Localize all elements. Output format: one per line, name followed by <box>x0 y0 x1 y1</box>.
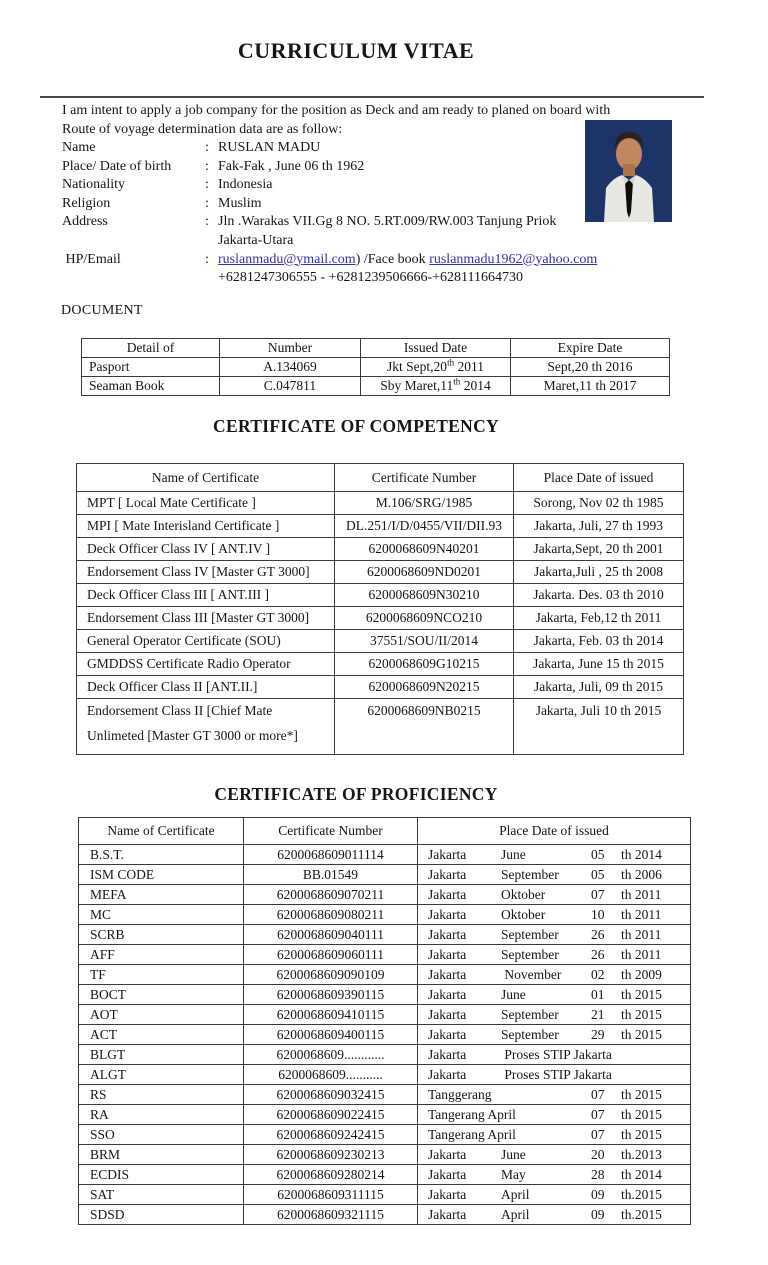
cert-place-cell: Jakarta, Feb,12 th 2011 <box>514 607 684 630</box>
cert-place-cell: Jakarta, Juli 10 th 2015 <box>514 699 684 755</box>
cert-place-cell: Jakarta Oktober 10 th 2011 <box>418 905 691 925</box>
document-issued-cell: Sby Maret,11th 2014 <box>361 377 511 396</box>
proficiency-section-heading: CERTIFICATE OF PROFICIENCY <box>214 784 498 804</box>
document-detail-cell: Pasport <box>82 358 220 377</box>
field-value: Fak-Fak , June 06 th 1962 <box>218 158 365 174</box>
proficiency-table-row <box>79 925 691 945</box>
document-table-row <box>82 377 670 396</box>
competency-table-row <box>77 699 684 755</box>
proficiency-table <box>78 817 691 1225</box>
field-value: Jln .Warakas VII.Gg 8 NO. 5.RT.009/RW.003 Tanjung Priok <box>218 214 557 230</box>
cert-place-cell: Jakarta, Feb. 03 th 2014 <box>514 630 684 653</box>
cert-number-cell: 6200068609080211 <box>244 905 418 925</box>
field-colon: : <box>205 195 209 211</box>
proficiency-table-header-row <box>79 818 691 845</box>
cert-name-cell: SSO <box>79 1125 244 1145</box>
document-section-heading: DOCUMENT <box>61 303 143 318</box>
cert-name-cell: MC <box>79 905 244 925</box>
cert-name-cell: Deck Officer Class IV [ ANT.IV ] <box>77 538 335 561</box>
cert-place-cell: Jakarta June 05 th 2014 <box>418 845 691 865</box>
cert-place-cell: Jakarta May 28 th 2014 <box>418 1165 691 1185</box>
field-label: Nationality <box>62 177 125 193</box>
document-detail-cell: Seaman Book <box>82 377 220 396</box>
cert-number-cell: BB.01549 <box>244 865 418 885</box>
cert-place-cell: Jakarta April 09 th.2015 <box>418 1185 691 1205</box>
cert-number-cell: 6200068609280214 <box>244 1165 418 1185</box>
document-table <box>81 338 670 396</box>
contact-value <box>218 252 597 267</box>
proficiency-table-row <box>79 1205 691 1225</box>
column-header: Expire Date <box>511 339 670 358</box>
cert-name-cell: ALGT <box>79 1065 244 1085</box>
cert-number-cell: 6200068609060111 <box>244 945 418 965</box>
cert-number-cell: 6200068609032415 <box>244 1085 418 1105</box>
cert-name-cell: Endorsement Class II [Chief Mate Unlimeted [Master GT 3000 or more*] <box>77 699 335 755</box>
proficiency-table-row <box>79 1025 691 1045</box>
cert-number-cell: 6200068609G10215 <box>335 653 514 676</box>
cert-number-cell: 6200068609ND0201 <box>335 561 514 584</box>
cert-number-cell: 6200068609090109 <box>244 965 418 985</box>
cert-name-cell: Endorsement Class III [Master GT 3000] <box>77 607 335 630</box>
cert-number-cell: 6200068609011114 <box>244 845 418 865</box>
document-issued-cell: Jkt Sept,20th 2011 <box>361 358 511 377</box>
field-colon: : <box>205 251 209 267</box>
document-number-cell: C.047811 <box>220 377 361 396</box>
document-expire-cell: Maret,11 th 2017 <box>511 377 670 396</box>
proficiency-table-row <box>79 1165 691 1185</box>
cert-name-cell: MPT [ Local Mate Certificate ] <box>77 492 335 515</box>
document-table-header-row <box>82 339 670 358</box>
column-header: Issued Date <box>361 339 511 358</box>
contact-row <box>62 251 710 270</box>
competency-table-row <box>77 607 684 630</box>
proficiency-table-row <box>79 965 691 985</box>
cert-name-cell: BOCT <box>79 985 244 1005</box>
contact-separator-text: ) /Face book <box>355 251 430 267</box>
cert-number-cell: M.106/SRG/1985 <box>335 492 514 515</box>
cert-place-cell: Jakarta, Juli, 09 th 2015 <box>514 676 684 699</box>
cert-place-cell: Jakarta,Sept, 20 th 2001 <box>514 538 684 561</box>
intro-line-1: I am intent to apply a job company for the position as Deck and am ready to planed on board with <box>62 103 611 118</box>
proficiency-table-row <box>79 1045 691 1065</box>
proficiency-table-row <box>79 885 691 905</box>
proficiency-table-row <box>79 985 691 1005</box>
field-label: Religion <box>62 195 111 211</box>
proficiency-table-row <box>79 1185 691 1205</box>
document-number-cell: A.134069 <box>220 358 361 377</box>
column-header: Place Date of issued <box>514 464 684 492</box>
cert-number-cell: 6200068609311115 <box>244 1185 418 1205</box>
cert-name-cell: TF <box>79 965 244 985</box>
proficiency-table-row <box>79 1005 691 1025</box>
column-header: Number <box>220 339 361 358</box>
field-label: Place/ Date of birth <box>62 158 172 174</box>
cert-name-cell: Endorsement Class IV [Master GT 3000] <box>77 561 335 584</box>
cert-place-cell: Jakarta Proses STIP Jakarta <box>418 1045 691 1065</box>
cert-number-cell: 6200068609410115 <box>244 1005 418 1025</box>
cert-name-cell: ECDIS <box>79 1165 244 1185</box>
cert-place-cell: Jakarta November 02 th 2009 <box>418 965 691 985</box>
cert-name-cell: General Operator Certificate (SOU) <box>77 630 335 653</box>
proficiency-table-row <box>79 905 691 925</box>
competency-table-row <box>77 676 684 699</box>
cert-number-cell: 6200068609........... <box>244 1065 418 1085</box>
applicant-photo-image <box>585 120 672 222</box>
cert-number-cell: 6200068609400115 <box>244 1025 418 1045</box>
competency-table-row <box>77 561 684 584</box>
cert-number-cell: 6200068609321115 <box>244 1205 418 1225</box>
cert-place-cell: Sorong, Nov 02 th 1985 <box>514 492 684 515</box>
field-label: HP/Email <box>62 251 121 267</box>
competency-table-row <box>77 515 684 538</box>
cert-place-cell: Jakarta September 05 th 2006 <box>418 865 691 885</box>
cert-name-cell: Deck Officer Class II [ANT.II.] <box>77 676 335 699</box>
cert-place-cell: Jakarta, Juli, 27 th 1993 <box>514 515 684 538</box>
cert-number-cell: 6200068609N30210 <box>335 584 514 607</box>
cert-number-cell: 6200068609NCO210 <box>335 607 514 630</box>
cert-name-cell: RS <box>79 1085 244 1105</box>
document-expire-cell: Sept,20 th 2016 <box>511 358 670 377</box>
cert-name-cell: ISM CODE <box>79 865 244 885</box>
cert-name-cell: ACT <box>79 1025 244 1045</box>
column-header: Name of Certificate <box>79 818 244 845</box>
cert-place-cell: Tanggerang 07 th 2015 <box>418 1085 691 1105</box>
field-colon: : <box>205 177 209 193</box>
page-title: CURRICULUM VITAE <box>237 38 475 63</box>
field-colon: : <box>205 140 209 155</box>
email-link-primary[interactable]: ruslanmadu@ymail.com <box>218 251 356 267</box>
email-link-facebook[interactable]: ruslanmadu1962@yahoo.com <box>429 251 598 267</box>
proficiency-table-row <box>79 1145 691 1165</box>
proficiency-table-row <box>79 1085 691 1105</box>
column-header: Certificate Number <box>335 464 514 492</box>
column-header: Name of Certificate <box>77 464 335 492</box>
cert-name-cell: MEFA <box>79 885 244 905</box>
cert-name-cell: B.S.T. <box>79 845 244 865</box>
competency-table <box>76 463 684 755</box>
cert-name-cell: GMDDSS Certificate Radio Operator <box>77 653 335 676</box>
cert-place-cell: Jakarta September 21 th 2015 <box>418 1005 691 1025</box>
cert-place-cell: Jakarta Proses STIP Jakarta <box>418 1065 691 1085</box>
cert-place-cell: Jakarta September 26 th 2011 <box>418 925 691 945</box>
competency-table-row <box>77 492 684 515</box>
cert-place-cell: Jakarta Oktober 07 th 2011 <box>418 885 691 905</box>
cert-place-cell: Jakarta. Des. 03 th 2010 <box>514 584 684 607</box>
cert-number-cell: 6200068609040111 <box>244 925 418 945</box>
competency-table-row <box>77 630 684 653</box>
cert-number-cell: 6200068609NB0215 <box>335 699 514 755</box>
proficiency-table-row <box>79 845 691 865</box>
cert-place-cell: Jakarta September 29 th 2015 <box>418 1025 691 1045</box>
cert-place-cell: Jakarta April 09 th.2015 <box>418 1205 691 1225</box>
competency-table-body <box>77 492 684 755</box>
proficiency-table-body <box>79 845 691 1225</box>
competency-table-row <box>77 653 684 676</box>
cert-number-cell: 6200068609242415 <box>244 1125 418 1145</box>
cert-name-cell: MPI [ Mate Interisland Certificate ] <box>77 515 335 538</box>
cert-name-cell: SAT <box>79 1185 244 1205</box>
cert-name-cell: BLGT <box>79 1045 244 1065</box>
document-table-body <box>82 358 670 396</box>
field-label: Address <box>62 214 108 230</box>
cert-place-cell: Jakarta June 20 th.2013 <box>418 1145 691 1165</box>
cert-number-cell: 6200068609230213 <box>244 1145 418 1165</box>
competency-table-row <box>77 584 684 607</box>
field-colon: : <box>205 214 209 230</box>
field-value: Muslim <box>218 195 262 211</box>
cert-name-cell: AOT <box>79 1005 244 1025</box>
cert-number-cell: 6200068609022415 <box>244 1105 418 1125</box>
document-table-row <box>82 358 670 377</box>
cert-place-cell: Tangerang April 07 th 2015 <box>418 1105 691 1125</box>
cert-place-cell: Jakarta,Juli , 25 th 2008 <box>514 561 684 584</box>
cert-number-cell: 6200068609390115 <box>244 985 418 1005</box>
field-value: Indonesia <box>218 177 273 193</box>
proficiency-table-row <box>79 1105 691 1125</box>
column-header: Place Date of issued <box>418 818 691 845</box>
proficiency-table-row <box>79 865 691 885</box>
field-colon: : <box>205 158 209 174</box>
cert-place-cell: Jakarta, June 15 th 2015 <box>514 653 684 676</box>
field-value-line2: Jakarta-Utara <box>218 232 294 248</box>
intro-line-2: Route of voyage determination data are as follow: <box>62 122 343 137</box>
field-value: RUSLAN MADU <box>218 140 321 155</box>
competency-section-heading: CERTIFICATE OF COMPETENCY <box>213 416 499 436</box>
applicant-photo <box>585 120 672 222</box>
cert-name-cell: SDSD <box>79 1205 244 1225</box>
competency-table-row <box>77 538 684 561</box>
cert-number-cell: 6200068609N20215 <box>335 676 514 699</box>
proficiency-table-row <box>79 1125 691 1145</box>
cert-number-cell: DL.251/I/D/0455/VII/DII.93 <box>335 515 514 538</box>
field-label: Name <box>62 140 96 155</box>
cert-place-cell: Jakarta June 01 th 2015 <box>418 985 691 1005</box>
cert-number-cell: 6200068609............ <box>244 1045 418 1065</box>
column-header: Certificate Number <box>244 818 418 845</box>
cert-name-cell: BRM <box>79 1145 244 1165</box>
cert-name-cell: SCRB <box>79 925 244 945</box>
column-header: Detail of <box>82 339 220 358</box>
title-divider <box>40 96 704 98</box>
cert-name-cell: Deck Officer Class III [ ANT.III ] <box>77 584 335 607</box>
cert-place-cell: Jakarta September 26 th 2011 <box>418 945 691 965</box>
cert-place-cell: Tangerang April 07 th 2015 <box>418 1125 691 1145</box>
competency-table-header-row <box>77 464 684 492</box>
proficiency-table-row <box>79 945 691 965</box>
cert-name-cell: RA <box>79 1105 244 1125</box>
cert-number-cell: 6200068609N40201 <box>335 538 514 561</box>
cert-number-cell: 37551/SOU/II/2014 <box>335 630 514 653</box>
phone-numbers: +6281247306555 - +6281239506666-+628111664730 <box>218 270 523 286</box>
cert-number-cell: 6200068609070211 <box>244 885 418 905</box>
cert-name-cell: AFF <box>79 945 244 965</box>
proficiency-table-row <box>79 1065 691 1085</box>
